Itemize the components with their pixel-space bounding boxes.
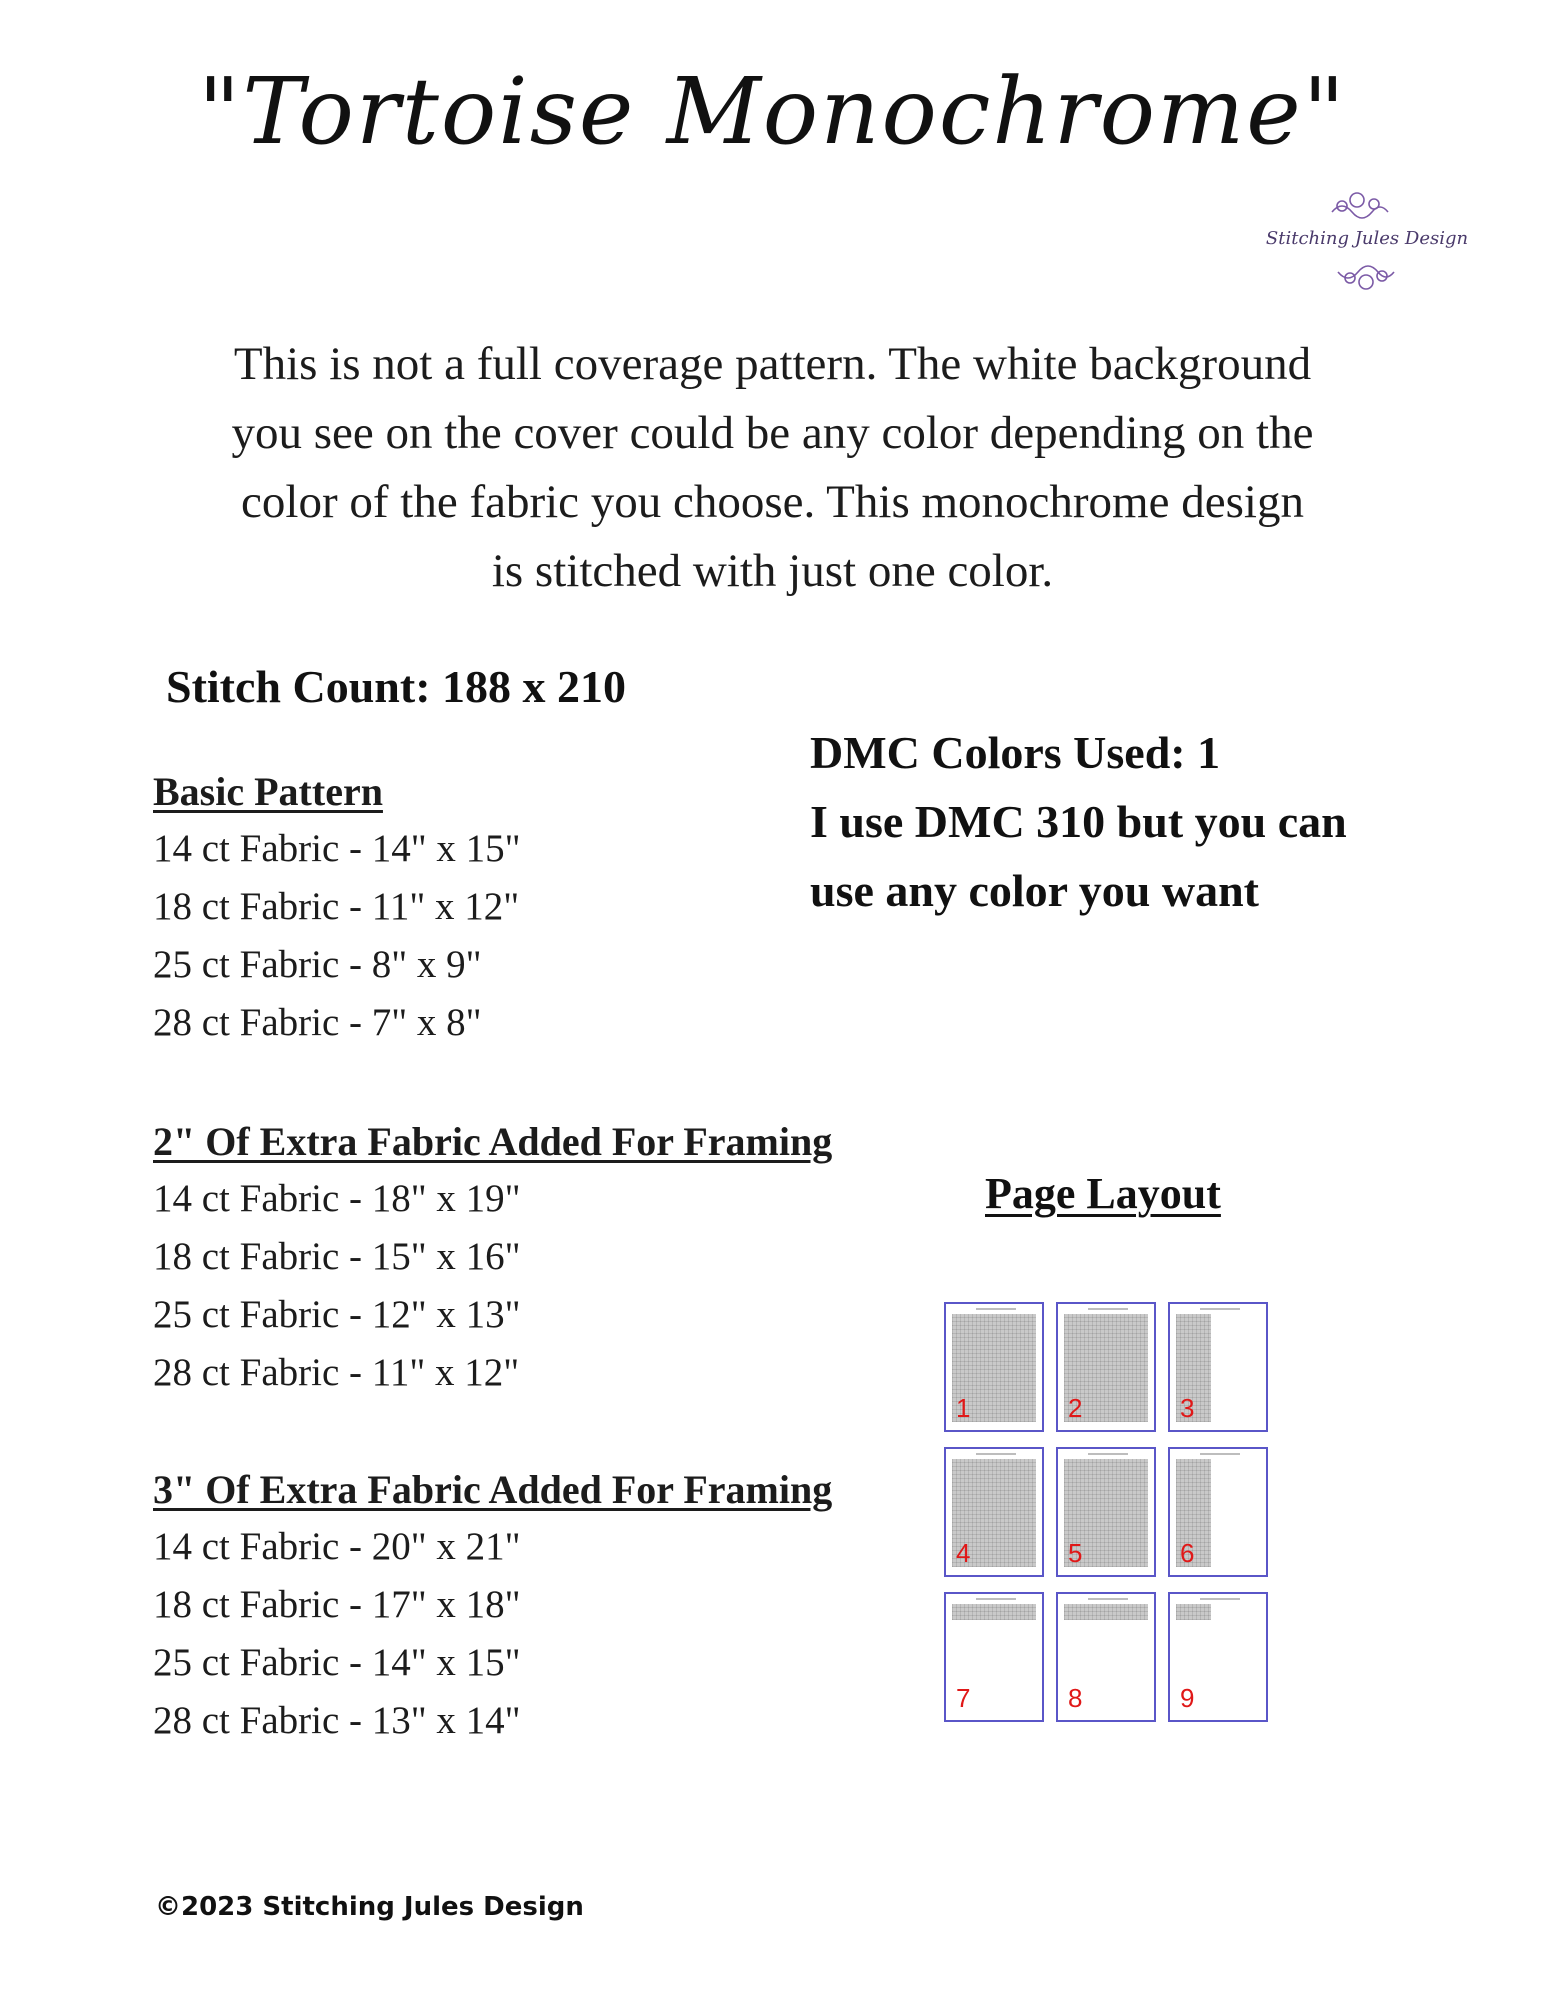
section-heading: 2" Of Extra Fabric Added For Framing xyxy=(153,1119,833,1164)
fabric-size-row: 18 ct Fabric - 17" x 18" xyxy=(153,1583,521,1626)
intro-line: color of the fabric you choose. This monochrome design xyxy=(241,476,1304,528)
page-number: 8 xyxy=(1068,1683,1083,1713)
fabric-size-row: 18 ct Fabric - 15" x 16" xyxy=(153,1235,521,1278)
page-layout-title: Page Layout xyxy=(985,1169,1221,1218)
page-number: 6 xyxy=(1180,1538,1195,1568)
dmc-line: DMC Colors Used: 1 xyxy=(810,727,1221,778)
fabric-size-row: 18 ct Fabric - 11" x 12" xyxy=(153,885,520,928)
intro-line: is stitched with just one color. xyxy=(491,545,1054,597)
page-number: 2 xyxy=(1068,1393,1083,1423)
page-thumbnail xyxy=(944,1447,1044,1577)
intro-line: you see on the cover could be any color depending on the xyxy=(231,407,1314,459)
page-thumbnail xyxy=(944,1592,1044,1722)
page-title: "Tortoise Monochrome" xyxy=(198,58,1347,165)
page-thumbnail xyxy=(1168,1447,1268,1577)
fabric-size-row: 28 ct Fabric - 11" x 12" xyxy=(153,1351,520,1394)
fabric-size-row: 25 ct Fabric - 8" x 9" xyxy=(153,943,482,986)
extra-2in-section xyxy=(153,1114,832,1402)
basic-pattern-section xyxy=(153,764,521,1052)
page-thumbnail xyxy=(1168,1302,1268,1432)
page-thumbnail xyxy=(944,1302,1044,1432)
fabric-size-row: 28 ct Fabric - 7" x 8" xyxy=(153,1001,482,1044)
intro-line: This is not a full coverage pattern. The white background xyxy=(233,338,1312,390)
stitch-count: Stitch Count: 188 x 210 xyxy=(166,661,627,712)
page-number: 5 xyxy=(1068,1538,1083,1568)
section-heading: Basic Pattern xyxy=(153,769,383,814)
page-layout-grid xyxy=(944,1302,1274,1727)
page-number: 4 xyxy=(956,1538,971,1568)
page-number: 7 xyxy=(956,1683,971,1713)
page-thumbnail xyxy=(1056,1592,1156,1722)
dmc-colors xyxy=(810,718,1410,925)
logo-text: Stitching Jules Design xyxy=(1265,228,1469,249)
page-number: 9 xyxy=(1180,1683,1195,1713)
page-thumbnail xyxy=(1056,1447,1156,1577)
fabric-size-row: 14 ct Fabric - 20" x 21" xyxy=(153,1525,521,1568)
page-thumbnail xyxy=(1168,1592,1268,1722)
fabric-size-row: 14 ct Fabric - 14" x 15" xyxy=(153,827,521,870)
extra-3in-section xyxy=(153,1462,832,1750)
page-number: 1 xyxy=(956,1393,971,1423)
dmc-line: I use DMC 310 but you can xyxy=(810,796,1347,847)
fabric-size-row: 14 ct Fabric - 18" x 19" xyxy=(153,1177,521,1220)
fabric-size-row: 28 ct Fabric - 13" x 14" xyxy=(153,1699,521,1742)
brand-logo xyxy=(1262,186,1472,298)
intro-paragraph xyxy=(150,330,1395,606)
page-thumbnail xyxy=(1056,1302,1156,1432)
section-heading: 3" Of Extra Fabric Added For Framing xyxy=(153,1467,833,1512)
dmc-line: use any color you want xyxy=(810,865,1259,916)
copyright-footer: ©2023 Stitching Jules Design xyxy=(155,1892,584,1922)
fabric-size-row: 25 ct Fabric - 14" x 15" xyxy=(153,1641,521,1684)
fabric-size-row: 25 ct Fabric - 12" x 13" xyxy=(153,1293,521,1336)
page-number: 3 xyxy=(1180,1393,1195,1423)
